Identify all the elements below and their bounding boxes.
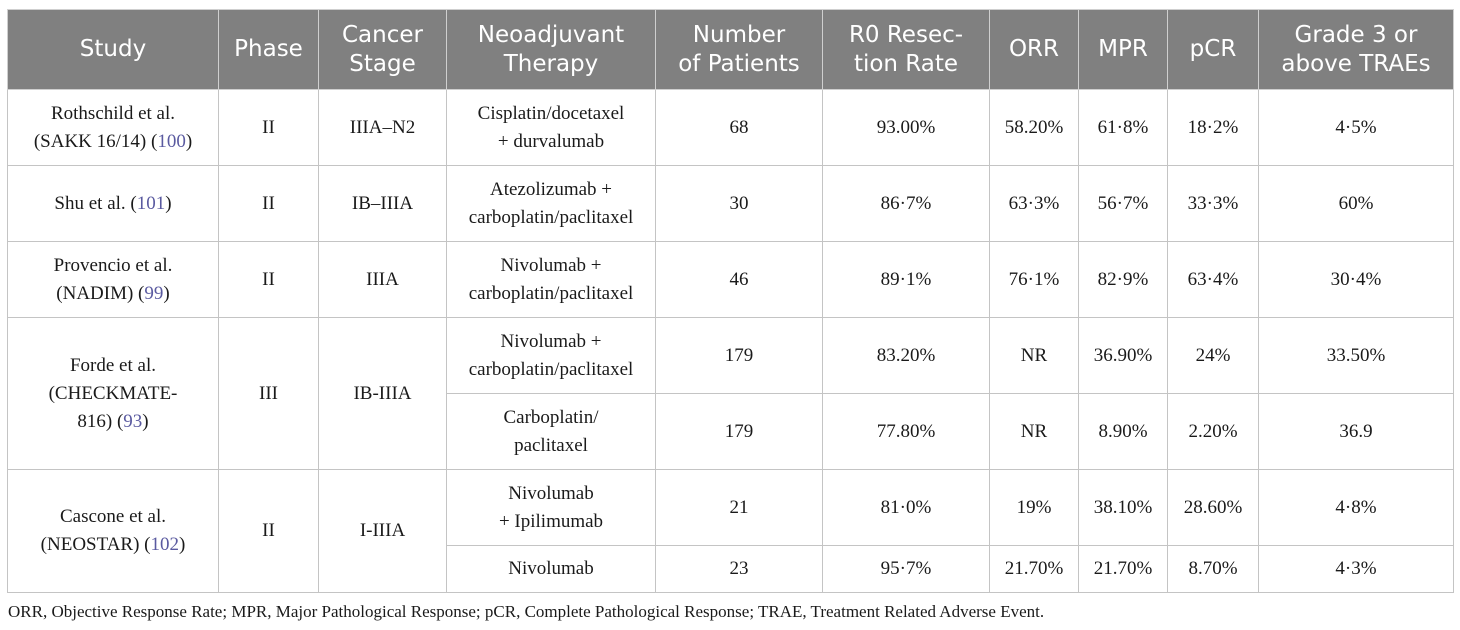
patients-cell: 179 <box>656 394 823 470</box>
stage-cell: IIIA–N2 <box>319 90 447 166</box>
header-orr: ORR <box>990 10 1079 90</box>
study-cell: Cascone et al. (NEOSTAR) (102) <box>8 470 219 593</box>
mpr-cell: 36.90% <box>1079 318 1168 394</box>
reference-link[interactable]: 93 <box>123 410 143 432</box>
trae-cell: 60% <box>1259 166 1454 242</box>
orr-cell: 76·1% <box>990 242 1079 318</box>
therapy-cell: Carboplatin/ paclitaxel <box>447 394 656 470</box>
therapy-cell: Nivolumab + carboplatin/paclitaxel <box>447 242 656 318</box>
mpr-cell: 56·7% <box>1079 166 1168 242</box>
phase-cell: II <box>219 166 319 242</box>
pcr-cell: 33·3% <box>1168 166 1259 242</box>
orr-cell: NR <box>990 394 1079 470</box>
stage-cell: IIIA <box>319 242 447 318</box>
table-row <box>8 242 1454 318</box>
pcr-cell: 18·2% <box>1168 90 1259 166</box>
reference-link[interactable]: 100 <box>157 130 186 152</box>
patients-cell: 68 <box>656 90 823 166</box>
reference-link[interactable]: 102 <box>150 534 179 555</box>
patients-cell: 46 <box>656 242 823 318</box>
orr-cell: 19% <box>990 470 1079 546</box>
therapy-cell: Atezolizumab + carboplatin/paclitaxel <box>447 166 656 242</box>
therapy-cell: Cisplatin/docetaxel + durvalumab <box>447 90 656 166</box>
r0-cell: 83.20% <box>823 318 990 394</box>
trae-cell: 4·5% <box>1259 90 1454 166</box>
therapy-cell: Nivolumab <box>447 546 656 593</box>
orr-cell: 63·3% <box>990 166 1079 242</box>
trae-cell: 4·8% <box>1259 470 1454 546</box>
pcr-cell: 28.60% <box>1168 470 1259 546</box>
header-study: Study <box>8 10 219 90</box>
mpr-cell: 82·9% <box>1079 242 1168 318</box>
study-cell: Provencio et al. (NADIM) (99) <box>8 242 219 318</box>
r0-cell: 81·0% <box>823 470 990 546</box>
patients-cell: 179 <box>656 318 823 394</box>
reference-link[interactable]: 99 <box>144 282 164 304</box>
stage-cell: IB-IIIA <box>319 318 447 470</box>
header-phase: Phase <box>219 10 319 90</box>
table-row <box>8 318 1454 394</box>
study-cell: Forde et al. (CHECKMATE- 816) (93) <box>8 318 219 470</box>
pcr-cell: 2.20% <box>1168 394 1259 470</box>
orr-cell: 58.20% <box>990 90 1079 166</box>
header-mpr: MPR <box>1079 10 1168 90</box>
pcr-cell: 24% <box>1168 318 1259 394</box>
pcr-cell: 63·4% <box>1168 242 1259 318</box>
trae-cell: 33.50% <box>1259 318 1454 394</box>
table-row <box>8 90 1454 166</box>
header-neoadjuvant-therapy: Neoadjuvant Therapy <box>447 10 656 90</box>
trae-cell: 4·3% <box>1259 546 1454 593</box>
patients-cell: 30 <box>656 166 823 242</box>
reference-link[interactable]: 101 <box>136 192 166 214</box>
patients-cell: 21 <box>656 470 823 546</box>
mpr-cell: 38.10% <box>1079 470 1168 546</box>
r0-cell: 93.00% <box>823 90 990 166</box>
table-header-row <box>8 10 1454 90</box>
stage-cell: IB–IIIA <box>319 166 447 242</box>
orr-cell: NR <box>990 318 1079 394</box>
study-cell: Rothschild et al. (SAKK 16/14) (100) <box>8 90 219 166</box>
phase-cell: II <box>219 90 319 166</box>
header-pcr: pCR <box>1168 10 1259 90</box>
clinical-trials-table <box>7 9 1454 593</box>
r0-cell: 95·7% <box>823 546 990 593</box>
patients-cell: 23 <box>656 546 823 593</box>
header-number-of-patients: Number of Patients <box>656 10 823 90</box>
mpr-cell: 21.70% <box>1079 546 1168 593</box>
phase-cell: II <box>219 470 319 593</box>
table-footnote: ORR, Objective Response Rate; MPR, Major Pathological Response; pCR, Complete Pathological Response; TRAE, Treatment Related Adverse Event. <box>8 602 1045 621</box>
mpr-cell: 8.90% <box>1079 394 1168 470</box>
phase-cell: III <box>219 318 319 470</box>
table-row <box>8 166 1454 242</box>
header-grade3-traes: Grade 3 or above TRAEs <box>1259 10 1454 90</box>
pcr-cell: 8.70% <box>1168 546 1259 593</box>
stage-cell: I-IIIA <box>319 470 447 593</box>
header-r0-resection-rate: R0 Resec- tion Rate <box>823 10 990 90</box>
header-cancer-stage: Cancer Stage <box>319 10 447 90</box>
therapy-cell: Nivolumab + Ipilimumab <box>447 470 656 546</box>
r0-cell: 86·7% <box>823 166 990 242</box>
study-cell: Shu et al. (101) <box>8 166 219 242</box>
trae-cell: 30·4% <box>1259 242 1454 318</box>
mpr-cell: 61·8% <box>1079 90 1168 166</box>
therapy-cell: Nivolumab + carboplatin/paclitaxel <box>447 318 656 394</box>
r0-cell: 89·1% <box>823 242 990 318</box>
trae-cell: 36.9 <box>1259 394 1454 470</box>
table-row <box>8 470 1454 546</box>
r0-cell: 77.80% <box>823 394 990 470</box>
orr-cell: 21.70% <box>990 546 1079 593</box>
phase-cell: II <box>219 242 319 318</box>
